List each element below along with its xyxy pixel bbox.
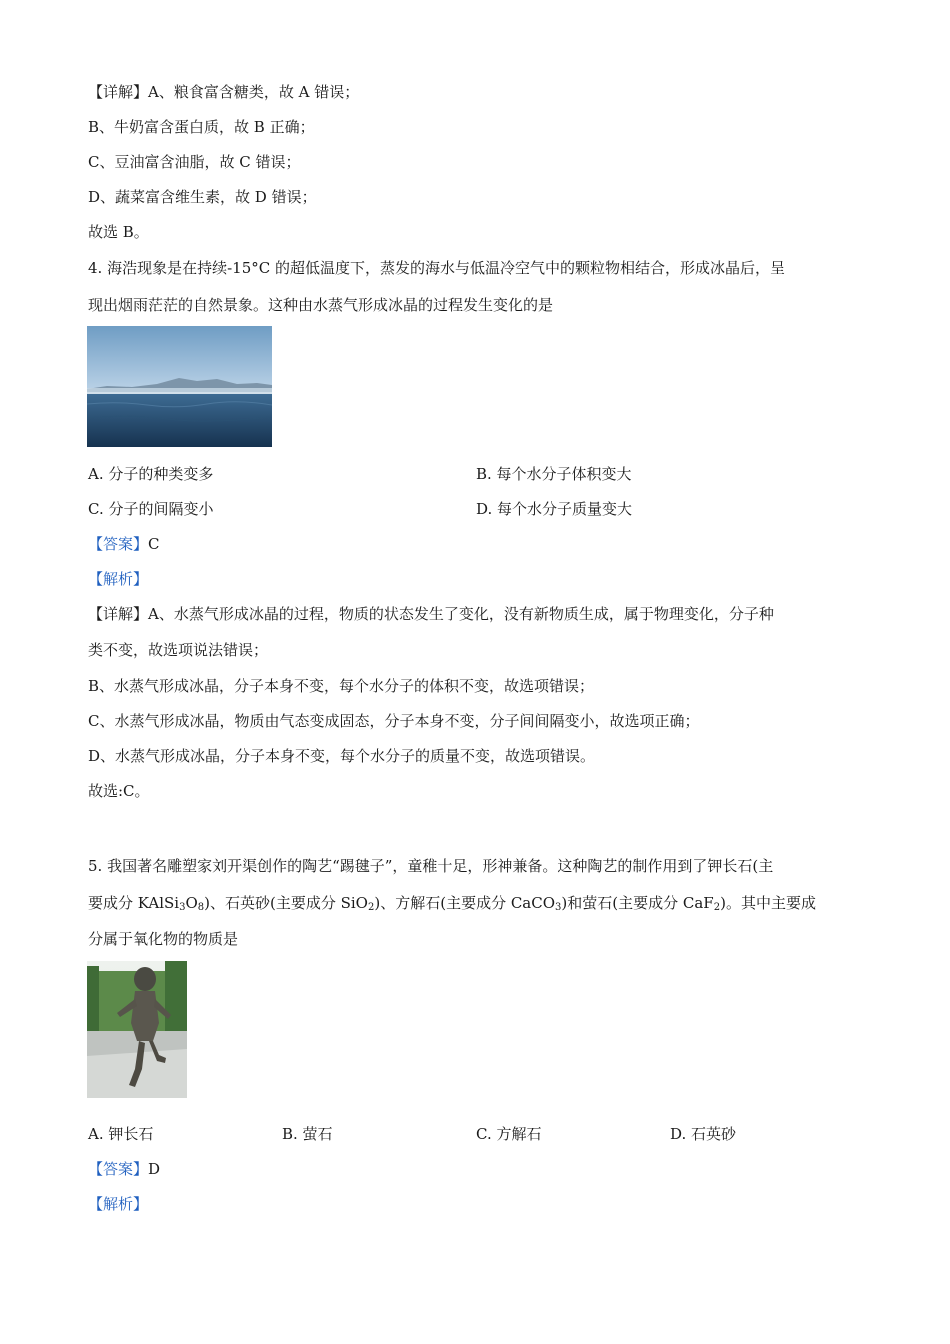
q3-detail-b: B、牛奶富含蛋白质，故 B 正确；: [88, 118, 315, 136]
q5-stem-line1: 5. 我国著名雕塑家刘开渠创作的陶艺“踢毽子”，童稚十足，形神兼备。这种陶艺的制作用到了钾长石(主: [88, 857, 774, 875]
q4-detail-a2: 类不变，故选项说法错误；: [88, 641, 269, 659]
q4-conclusion: 故选:C。: [88, 782, 150, 800]
q4-option-a[interactable]: A. 分子的种类变多: [88, 465, 214, 483]
q5-option-c[interactable]: C. 方解石: [476, 1125, 542, 1143]
q4-stem-line1: 4. 海浩现象是在持续-15°C 的超低温度下，蒸发的海水与低温冷空气中的颗粒物相结合，形成冰晶后，呈: [88, 259, 785, 277]
q4-answer: 【答案】C: [88, 535, 160, 553]
q3-detail-d: D、蔬菜富含维生素，故 D 错误；: [88, 188, 317, 206]
q4-stem-line2: 现出烟雨茫茫的自然景象。这种由水蒸气形成冰晶的过程发生变化的是: [88, 296, 554, 314]
q4-option-b[interactable]: B. 每个水分子体积变大: [476, 465, 632, 483]
sea-smoke-photo: [87, 326, 272, 447]
q5-option-b[interactable]: B. 萤石: [282, 1125, 333, 1143]
q3-conclusion: 故选 B。: [88, 223, 149, 241]
sculpture-photo: [87, 961, 187, 1098]
q4-option-c[interactable]: C. 分子的间隔变小: [88, 500, 214, 518]
answer-tag: 【答案】: [88, 1160, 149, 1178]
q5-stem-line3: 分属于氧化物的物质是: [88, 930, 239, 948]
q4-detail-a1: 【详解】A、水蒸气形成冰晶的过程，物质的状态发生了变化，没有新物质生成，属于物理变化，分子种: [88, 605, 774, 623]
answer-tag: 【答案】: [88, 535, 149, 553]
q5-analysis-tag: 【解析】: [88, 1195, 149, 1213]
q5-stem-line2: 要成分 $KAlSi_3O_8$)、石英砂(主要成分 SiO$_2$)、方解石(主要成分 CaCO$_3$)和萤石(主要成分 CaF$_2$)。其中主要成: [88, 894, 816, 913]
q5-answer: 【答案】D: [88, 1160, 161, 1178]
q3-detail-c: C、豆油富含油脂，故 C 错误；: [88, 153, 301, 171]
q5-option-a[interactable]: A. 钾长石: [88, 1125, 154, 1143]
detail-tag: 【详解】: [88, 83, 149, 101]
q4-option-d[interactable]: D. 每个水分子质量变大: [476, 500, 633, 518]
q4-detail-b: B、水蒸气形成冰晶，分子本身不变，每个水分子的体积不变，故选项错误；: [88, 677, 595, 695]
detail-tag: 【详解】: [88, 605, 149, 623]
q3-detail-a: 【详解】A、粮食富含糖类，故 A 错误；: [88, 83, 360, 101]
q4-detail-c: C、水蒸气形成冰晶，物质由气态变成固态，分子本身不变，分子间间隔变小，故选项正确；: [88, 712, 700, 730]
q4-detail-d: D、水蒸气形成冰晶，分子本身不变，每个水分子的质量不变，故选项错误。: [88, 747, 596, 765]
q4-analysis-tag: 【解析】: [88, 570, 149, 588]
q5-option-d[interactable]: D. 石英砂: [670, 1125, 737, 1143]
